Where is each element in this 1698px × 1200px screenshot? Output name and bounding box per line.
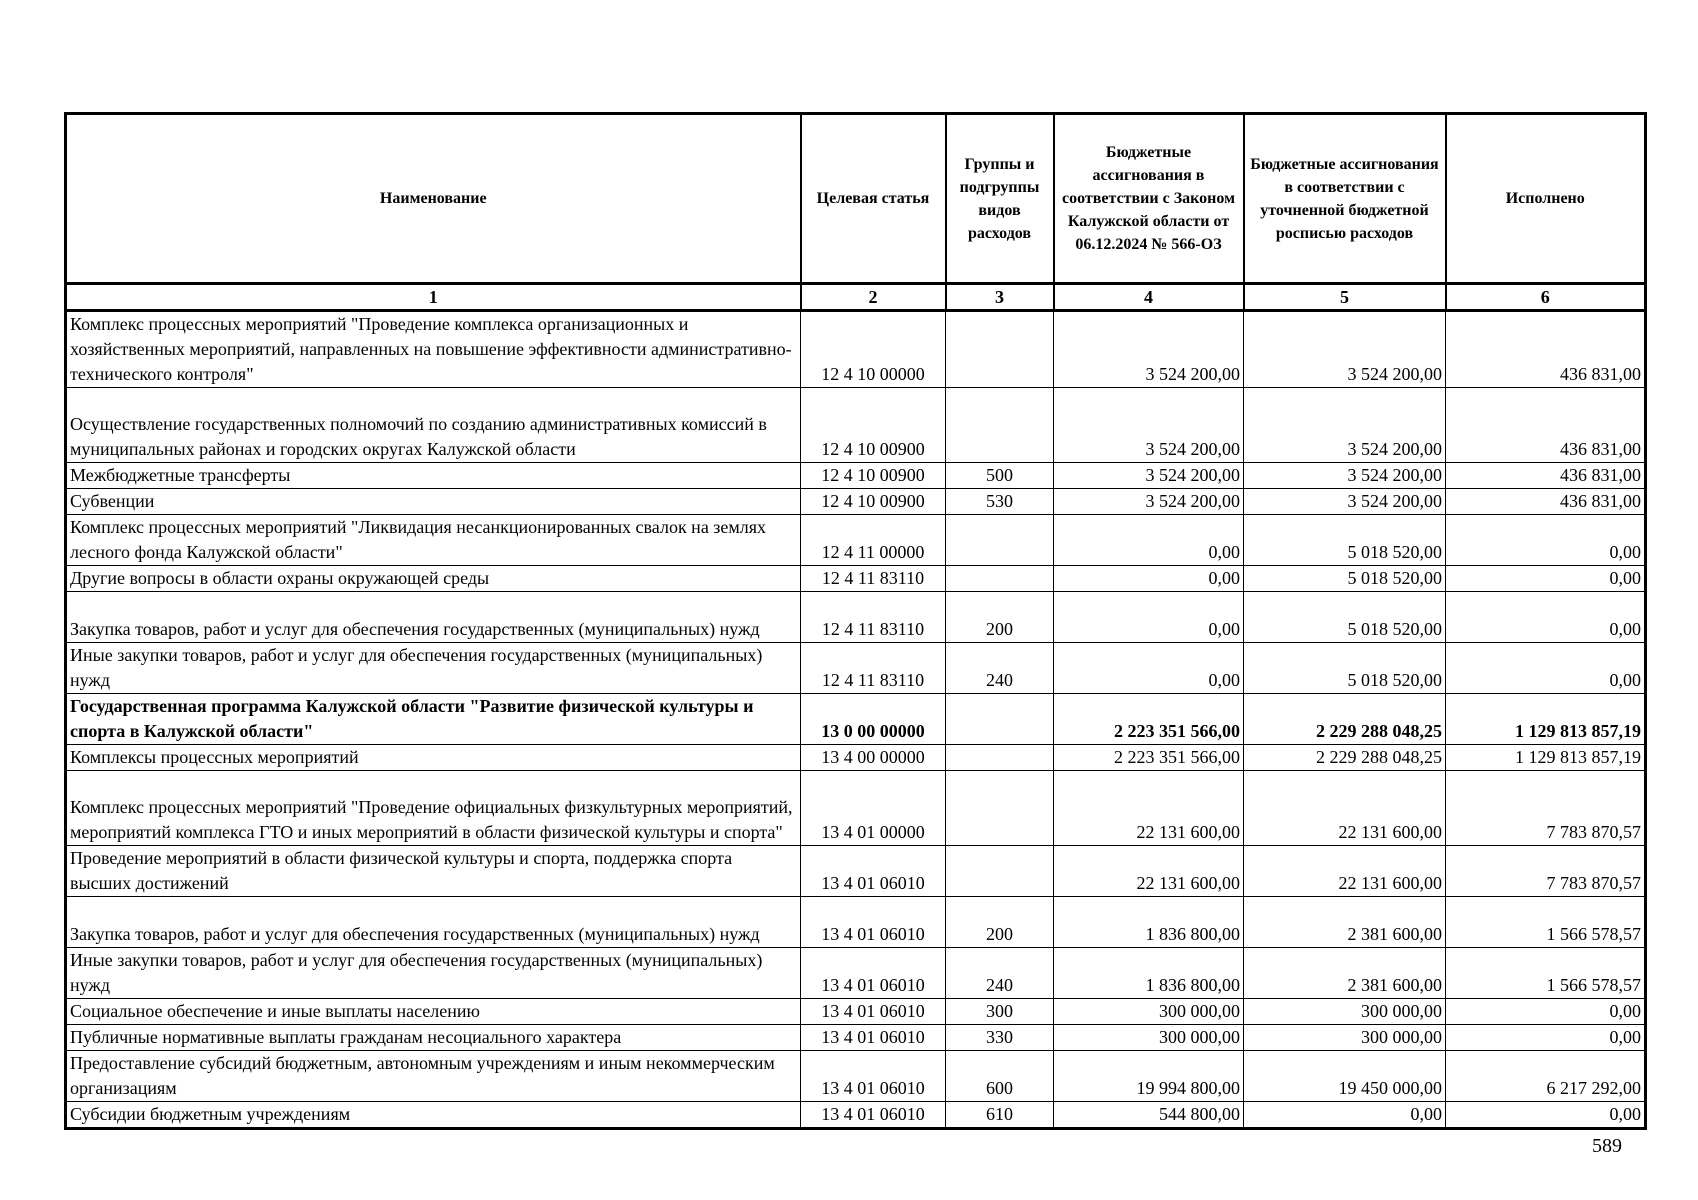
row-law-allocation-cell: 300 000,00 (1054, 1025, 1244, 1051)
row-executed-cell: 0,00 (1446, 1025, 1646, 1051)
row-expense-group-cell: 500 (946, 463, 1054, 489)
table-row (66, 311, 1646, 388)
row-refined-allocation-cell: 22 131 600,00 (1244, 846, 1446, 897)
row-expense-group-cell: 330 (946, 1025, 1054, 1051)
row-refined-allocation-cell: 5 018 520,00 (1244, 643, 1446, 694)
row-law-allocation-cell: 22 131 600,00 (1054, 846, 1244, 897)
table-row (66, 566, 1646, 592)
table-row (66, 463, 1646, 489)
table-row (66, 999, 1646, 1025)
row-law-allocation-cell: 22 131 600,00 (1054, 771, 1244, 846)
row-executed-cell: 436 831,00 (1446, 388, 1646, 463)
table-row (66, 643, 1646, 694)
row-refined-allocation-cell: 3 524 200,00 (1244, 489, 1446, 515)
header-expense-groups: Группы и подгруппы видов расходов (946, 114, 1054, 284)
row-target-article-cell: 12 4 10 00900 (801, 388, 946, 463)
row-law-allocation-cell: 300 000,00 (1054, 999, 1244, 1025)
row-executed-cell: 436 831,00 (1446, 463, 1646, 489)
header-executed: Исполнено (1446, 114, 1646, 284)
row-executed-cell: 1 129 813 857,19 (1446, 745, 1646, 771)
row-refined-allocation-cell: 300 000,00 (1244, 1025, 1446, 1051)
row-law-allocation-cell: 0,00 (1054, 566, 1244, 592)
column-number: 5 (1244, 284, 1446, 311)
row-executed-cell: 7 783 870,57 (1446, 771, 1646, 846)
row-target-article-cell: 12 4 11 83110 (801, 566, 946, 592)
table-row (66, 388, 1646, 463)
row-target-article-cell: 13 4 01 06010 (801, 846, 946, 897)
row-name-cell: Проведение мероприятий в области физической культуры и спорта, поддержка спорта высших достижений (66, 846, 801, 897)
header-refined-allocations: Бюджетные ассигнования в соответствии с уточненной бюджетной росписью расходов (1244, 114, 1446, 284)
row-name-cell: Иные закупки товаров, работ и услуг для обеспечения государственных (муниципальных) нужд (66, 948, 801, 999)
row-name-cell: Субсидии бюджетным учреждениям (66, 1102, 801, 1129)
row-executed-cell: 1 566 578,57 (1446, 897, 1646, 948)
row-refined-allocation-cell: 3 524 200,00 (1244, 311, 1446, 388)
row-target-article-cell: 12 4 11 00000 (801, 515, 946, 566)
column-number: 2 (801, 284, 946, 311)
table-row (66, 771, 1646, 846)
row-expense-group-cell: 200 (946, 897, 1054, 948)
row-executed-cell: 0,00 (1446, 643, 1646, 694)
row-name-cell: Субвенции (66, 489, 801, 515)
row-law-allocation-cell: 2 223 351 566,00 (1054, 694, 1244, 745)
row-target-article-cell: 12 4 10 00000 (801, 311, 946, 388)
row-expense-group-cell: 600 (946, 1051, 1054, 1102)
row-law-allocation-cell: 3 524 200,00 (1054, 463, 1244, 489)
row-expense-group-cell (946, 566, 1054, 592)
row-refined-allocation-cell: 2 381 600,00 (1244, 948, 1446, 999)
row-refined-allocation-cell: 2 229 288 048,25 (1244, 694, 1446, 745)
row-expense-group-cell (946, 388, 1054, 463)
row-executed-cell: 7 783 870,57 (1446, 846, 1646, 897)
column-number: 3 (946, 284, 1054, 311)
row-name-cell: Межбюджетные трансферты (66, 463, 801, 489)
row-name-cell: Социальное обеспечение и иные выплаты населению (66, 999, 801, 1025)
row-executed-cell: 0,00 (1446, 515, 1646, 566)
header-law-allocations: Бюджетные ассигнования в соответствии с Законом Калужской области от 06.12.2024 № 566-ОЗ (1054, 114, 1244, 284)
table-row (66, 897, 1646, 948)
row-name-cell: Закупка товаров, работ и услуг для обеспечения государственных (муниципальных) нужд (66, 592, 801, 643)
table-body (66, 311, 1646, 1129)
table-row (66, 1102, 1646, 1129)
row-expense-group-cell: 300 (946, 999, 1054, 1025)
row-refined-allocation-cell: 300 000,00 (1244, 999, 1446, 1025)
row-expense-group-cell (946, 515, 1054, 566)
row-refined-allocation-cell: 0,00 (1244, 1102, 1446, 1129)
row-executed-cell: 0,00 (1446, 1102, 1646, 1129)
row-expense-group-cell (946, 745, 1054, 771)
row-law-allocation-cell: 3 524 200,00 (1054, 311, 1244, 388)
row-target-article-cell: 13 4 01 06010 (801, 1102, 946, 1129)
row-law-allocation-cell: 1 836 800,00 (1054, 948, 1244, 999)
row-name-cell: Комплексы процессных мероприятий (66, 745, 801, 771)
row-name-cell: Комплекс процессных мероприятий "Проведение комплекса организационных и хозяйственных мероприятий, направленных на повышение эффективности административно-технического контроля" (66, 311, 801, 388)
row-expense-group-cell: 530 (946, 489, 1054, 515)
row-law-allocation-cell: 3 524 200,00 (1054, 388, 1244, 463)
row-law-allocation-cell: 0,00 (1054, 515, 1244, 566)
row-target-article-cell: 12 4 10 00900 (801, 489, 946, 515)
row-executed-cell: 0,00 (1446, 592, 1646, 643)
row-target-article-cell: 13 4 01 00000 (801, 771, 946, 846)
table-row (66, 592, 1646, 643)
table-row (66, 846, 1646, 897)
row-executed-cell: 1 566 578,57 (1446, 948, 1646, 999)
row-executed-cell: 436 831,00 (1446, 489, 1646, 515)
header-target-article: Целевая статья (801, 114, 946, 284)
row-refined-allocation-cell: 3 524 200,00 (1244, 463, 1446, 489)
row-refined-allocation-cell: 5 018 520,00 (1244, 592, 1446, 643)
row-refined-allocation-cell: 22 131 600,00 (1244, 771, 1446, 846)
row-refined-allocation-cell: 5 018 520,00 (1244, 566, 1446, 592)
row-law-allocation-cell: 0,00 (1054, 643, 1244, 694)
row-target-article-cell: 12 4 11 83110 (801, 592, 946, 643)
row-law-allocation-cell: 544 800,00 (1054, 1102, 1244, 1129)
row-refined-allocation-cell: 2 381 600,00 (1244, 897, 1446, 948)
row-expense-group-cell: 200 (946, 592, 1054, 643)
header-row (66, 114, 1646, 284)
column-number: 1 (66, 284, 801, 311)
row-expense-group-cell: 610 (946, 1102, 1054, 1129)
row-executed-cell: 436 831,00 (1446, 311, 1646, 388)
row-executed-cell: 6 217 292,00 (1446, 1051, 1646, 1102)
row-target-article-cell: 12 4 11 83110 (801, 643, 946, 694)
row-law-allocation-cell: 1 836 800,00 (1054, 897, 1244, 948)
row-target-article-cell: 13 4 01 06010 (801, 1051, 946, 1102)
row-refined-allocation-cell: 5 018 520,00 (1244, 515, 1446, 566)
row-target-article-cell: 13 4 01 06010 (801, 1025, 946, 1051)
table-row (66, 489, 1646, 515)
row-target-article-cell: 13 4 00 00000 (801, 745, 946, 771)
row-target-article-cell: 13 4 01 06010 (801, 897, 946, 948)
row-name-cell: Государственная программа Калужской области "Развитие физической культуры и спорта в Калужской области" (66, 694, 801, 745)
row-name-cell: Закупка товаров, работ и услуг для обеспечения государственных (муниципальных) нужд (66, 897, 801, 948)
row-refined-allocation-cell: 3 524 200,00 (1244, 388, 1446, 463)
row-name-cell: Публичные нормативные выплаты гражданам несоциального характера (66, 1025, 801, 1051)
row-name-cell: Комплекс процессных мероприятий "Проведение официальных физкультурных мероприятий, мероприятий комплекса ГТО и иных мероприятий в области физической культуры и спорта" (66, 771, 801, 846)
column-number-row (66, 284, 1646, 311)
row-name-cell: Комплекс процессных мероприятий "Ликвидация несанкционированных свалок на землях лесного фонда Калужской области" (66, 515, 801, 566)
row-refined-allocation-cell: 2 229 288 048,25 (1244, 745, 1446, 771)
row-name-cell: Осуществление государственных полномочий по созданию административных комиссий в муниципальных районах и городских округах Калужской области (66, 388, 801, 463)
row-executed-cell: 0,00 (1446, 999, 1646, 1025)
row-law-allocation-cell: 19 994 800,00 (1054, 1051, 1244, 1102)
table-row (66, 1051, 1646, 1102)
page-number: 589 (1592, 1135, 1622, 1157)
row-target-article-cell: 13 4 01 06010 (801, 999, 946, 1025)
header-name: Наименование (66, 114, 801, 284)
row-name-cell: Иные закупки товаров, работ и услуг для обеспечения государственных (муниципальных) нужд (66, 643, 801, 694)
table-row (66, 694, 1646, 745)
table-row (66, 1025, 1646, 1051)
row-law-allocation-cell: 2 223 351 566,00 (1054, 745, 1244, 771)
row-expense-group-cell: 240 (946, 948, 1054, 999)
row-expense-group-cell: 240 (946, 643, 1054, 694)
column-number: 4 (1054, 284, 1244, 311)
column-number: 6 (1446, 284, 1646, 311)
row-expense-group-cell (946, 771, 1054, 846)
row-executed-cell: 0,00 (1446, 566, 1646, 592)
row-expense-group-cell (946, 846, 1054, 897)
row-law-allocation-cell: 3 524 200,00 (1054, 489, 1244, 515)
table-row (66, 948, 1646, 999)
row-executed-cell: 1 129 813 857,19 (1446, 694, 1646, 745)
row-law-allocation-cell: 0,00 (1054, 592, 1244, 643)
row-expense-group-cell (946, 694, 1054, 745)
row-expense-group-cell (946, 311, 1054, 388)
row-refined-allocation-cell: 19 450 000,00 (1244, 1051, 1446, 1102)
table-row (66, 515, 1646, 566)
row-name-cell: Другие вопросы в области охраны окружающей среды (66, 566, 801, 592)
row-target-article-cell: 13 4 01 06010 (801, 948, 946, 999)
row-target-article-cell: 12 4 10 00900 (801, 463, 946, 489)
table-row (66, 745, 1646, 771)
budget-table (64, 112, 1647, 1130)
row-target-article-cell: 13 0 00 00000 (801, 694, 946, 745)
row-name-cell: Предоставление субсидий бюджетным, автономным учреждениям и иным некоммерческим организациям (66, 1051, 801, 1102)
